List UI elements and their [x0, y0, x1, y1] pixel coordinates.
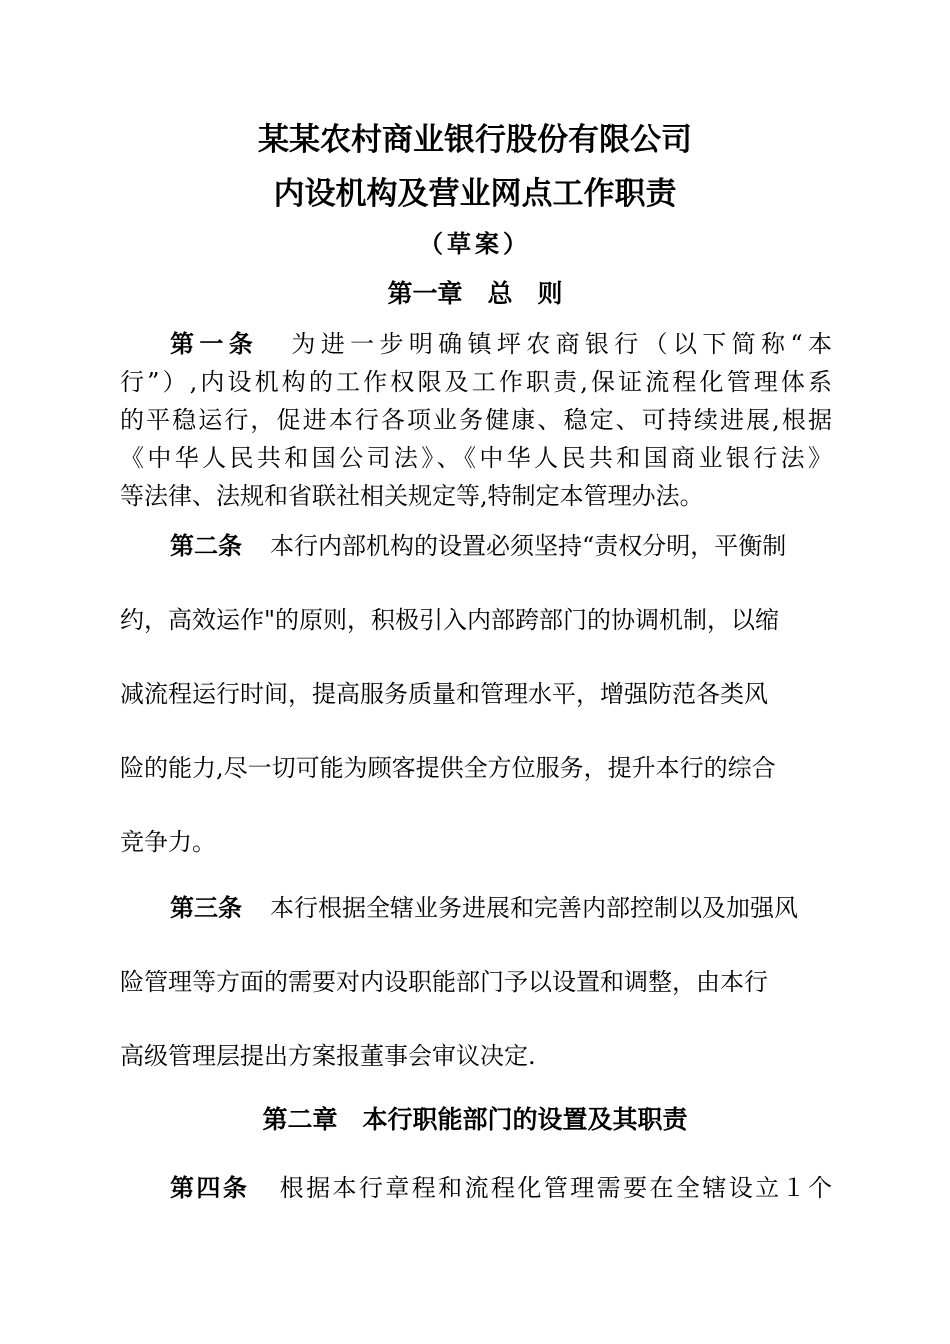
article-1-line-5: 等法律、法规和省联社相关规定等,特制定本管理办法。 [120, 482, 704, 510]
document-draft-label: （草案） [419, 229, 531, 258]
document-title-line1: 某某农村商业银行股份有限公司 [258, 122, 692, 158]
article-2-label: 第二条 [170, 532, 242, 560]
article-2-line-5: 竞争力。 [120, 828, 216, 856]
article-1-text-1: 为进一步明确镇坪农商银行（以下简称“本 [286, 330, 832, 358]
article-4-label: 第四条 [170, 1174, 250, 1202]
document-title-line2: 内设机构及营业网点工作职责 [273, 176, 677, 212]
chapter-1-heading: 第一章 总 则 [387, 279, 563, 308]
article-2-line-4: 险的能力,尽一切可能为顾客提供全方位服务，提升本行的综合 [120, 754, 776, 782]
article-3-text-1: 本行根据全辖业务进展和完善内部控制以及加强风 [270, 894, 798, 922]
article-3-line-3: 高级管理层提出方案报董事会审议决定. [120, 1042, 536, 1070]
article-2-text-1: 本行内部机构的设置必须坚持“责权分明，平衡制 [270, 532, 787, 560]
article-2-line-3: 减流程运行时间，提高服务质量和管理水平，增强防范各类风 [120, 680, 768, 708]
article-1-label: 第一条 [170, 330, 259, 358]
article-3-line-1 [170, 890, 832, 926]
article-1-line-2: 行”）,内设机构的工作权限及工作职责,保证流程化管理体系 [120, 368, 832, 396]
article-1-line-3: 的平稳运行，促进本行各项业务健康、稳定、可持续进展,根据 [120, 406, 832, 434]
chapter-2-heading: 第二章 本行职能部门的设置及其职责 [262, 1105, 688, 1134]
article-1-line-1 [170, 326, 832, 362]
article-4-line-1 [170, 1170, 832, 1206]
article-3-line-2: 险管理等方面的需要对内设职能部门予以设置和调整，由本行 [120, 968, 768, 996]
article-3-label: 第三条 [170, 894, 242, 922]
article-4-text-1: 根据本行章程和流程化管理需要在全辖设立１个 [277, 1174, 832, 1202]
article-2-line-1 [170, 528, 832, 564]
article-1-line-4: 《中华人民共和国公司法》、《中华人民共和国商业银行法》 [120, 444, 832, 472]
article-2-line-2: 约，高效运作"的原则，积极引入内部跨部门的协调机制，以缩 [120, 606, 780, 634]
